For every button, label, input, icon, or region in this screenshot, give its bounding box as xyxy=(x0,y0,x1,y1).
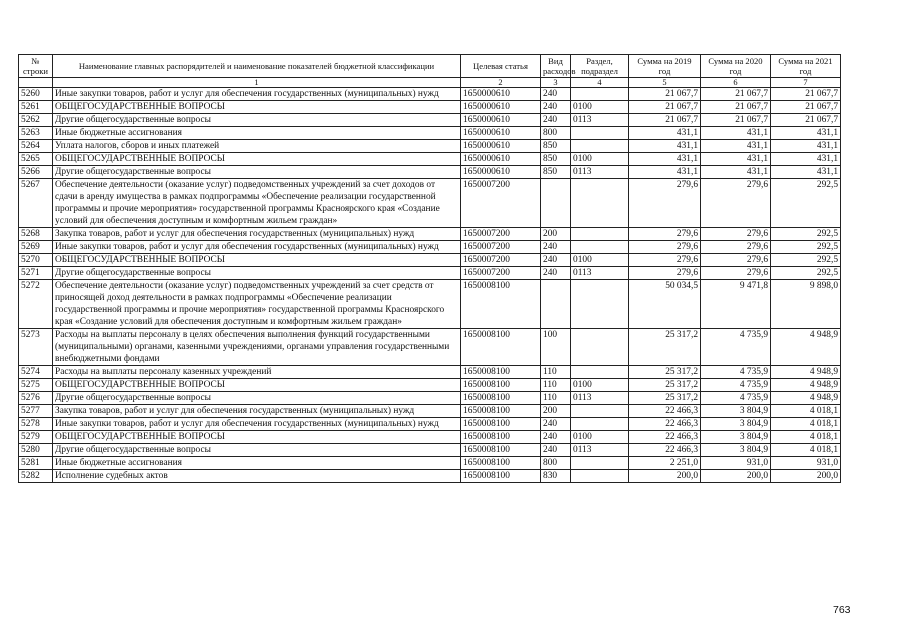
row-sum-2020: 4 735,9 xyxy=(701,379,771,392)
column-number: 6 xyxy=(701,78,771,88)
row-name: Другие общегосударственные вопросы xyxy=(53,114,461,127)
row-article: 1650007200 xyxy=(461,254,541,267)
row-sum-2020: 3 804,9 xyxy=(701,444,771,457)
table-row xyxy=(19,254,841,267)
row-name: ОБЩЕГОСУДАРСТВЕННЫЕ ВОПРОСЫ xyxy=(53,431,461,444)
row-sum-2020: 200,0 xyxy=(701,470,771,483)
table-row xyxy=(19,166,841,179)
row-sum-2019: 200,0 xyxy=(629,470,701,483)
row-razdel: 0100 xyxy=(571,153,629,166)
row-name: Другие общегосударственные вопросы xyxy=(53,392,461,405)
row-vid: 240 xyxy=(541,241,571,254)
row-name: ОБЩЕГОСУДАРСТВЕННЫЕ ВОПРОСЫ xyxy=(53,254,461,267)
table-row xyxy=(19,444,841,457)
table-row xyxy=(19,88,841,101)
row-sum-2021: 431,1 xyxy=(771,140,841,153)
row-sum-2019: 279,6 xyxy=(629,254,701,267)
table-row xyxy=(19,228,841,241)
row-article: 1650007200 xyxy=(461,267,541,280)
row-sum-2021: 292,5 xyxy=(771,254,841,267)
row-sum-2021: 4 948,9 xyxy=(771,366,841,379)
row-sum-2021: 292,5 xyxy=(771,267,841,280)
row-sum-2021: 200,0 xyxy=(771,470,841,483)
row-razdel xyxy=(571,366,629,379)
row-vid: 200 xyxy=(541,405,571,418)
header-sum-2019: Сумма на 2019 год xyxy=(629,55,701,78)
row-number: 5269 xyxy=(19,241,53,254)
row-vid: 850 xyxy=(541,166,571,179)
table-row xyxy=(19,127,841,140)
row-razdel xyxy=(571,140,629,153)
row-sum-2021: 4 018,1 xyxy=(771,418,841,431)
row-sum-2021: 4 018,1 xyxy=(771,444,841,457)
row-sum-2019: 431,1 xyxy=(629,140,701,153)
header-article: Целевая статья xyxy=(461,55,541,78)
row-sum-2019: 22 466,3 xyxy=(629,444,701,457)
row-sum-2021: 21 067,7 xyxy=(771,114,841,127)
row-vid xyxy=(541,179,571,228)
row-number: 5279 xyxy=(19,431,53,444)
row-sum-2019: 279,6 xyxy=(629,241,701,254)
row-sum-2021: 4 948,9 xyxy=(771,379,841,392)
row-vid: 850 xyxy=(541,153,571,166)
row-article: 1650008100 xyxy=(461,392,541,405)
row-sum-2020: 3 804,9 xyxy=(701,431,771,444)
row-name: Обеспечение деятельности (оказание услуг) подведомственных учреждений за счет доходов от сдачи в аренду имущества в рамках подпрограммы «Обеспечение реализации государственной программы и прочие мероприятия» государственной программы Красноярского края «Создание условий для обеспечения доступным и комфортным жильем граждан» xyxy=(53,179,461,228)
row-article: 1650000610 xyxy=(461,114,541,127)
header-razdel: Раздел, подраздел xyxy=(571,55,629,78)
row-article: 1650008100 xyxy=(461,431,541,444)
row-sum-2021: 4 948,9 xyxy=(771,329,841,366)
row-number: 5277 xyxy=(19,405,53,418)
row-name: ОБЩЕГОСУДАРСТВЕННЫЕ ВОПРОСЫ xyxy=(53,101,461,114)
row-article: 1650000610 xyxy=(461,153,541,166)
row-sum-2021: 4 018,1 xyxy=(771,431,841,444)
row-sum-2021: 292,5 xyxy=(771,179,841,228)
row-vid: 240 xyxy=(541,101,571,114)
row-vid: 850 xyxy=(541,140,571,153)
row-sum-2021: 431,1 xyxy=(771,166,841,179)
row-number: 5274 xyxy=(19,366,53,379)
row-name: ОБЩЕГОСУДАРСТВЕННЫЕ ВОПРОСЫ xyxy=(53,153,461,166)
row-sum-2021: 292,5 xyxy=(771,241,841,254)
row-sum-2020: 431,1 xyxy=(701,153,771,166)
row-number: 5267 xyxy=(19,179,53,228)
table-row xyxy=(19,379,841,392)
row-article: 1650008100 xyxy=(461,329,541,366)
row-number: 5270 xyxy=(19,254,53,267)
row-sum-2020: 279,6 xyxy=(701,254,771,267)
row-article: 1650000610 xyxy=(461,140,541,153)
row-name: Исполнение судебных актов xyxy=(53,470,461,483)
row-sum-2019: 279,6 xyxy=(629,267,701,280)
row-number: 5271 xyxy=(19,267,53,280)
row-article: 1650000610 xyxy=(461,88,541,101)
row-razdel xyxy=(571,280,629,329)
column-number: 5 xyxy=(629,78,701,88)
row-razdel: 0100 xyxy=(571,431,629,444)
row-number: 5281 xyxy=(19,457,53,470)
row-sum-2019: 25 317,2 xyxy=(629,329,701,366)
row-sum-2019: 279,6 xyxy=(629,179,701,228)
row-vid: 830 xyxy=(541,470,571,483)
row-vid: 800 xyxy=(541,127,571,140)
row-sum-2020: 3 804,9 xyxy=(701,418,771,431)
table-row xyxy=(19,101,841,114)
row-name: Другие общегосударственные вопросы xyxy=(53,166,461,179)
row-name: Иные закупки товаров, работ и услуг для обеспечения государственных (муниципальных) нужд xyxy=(53,418,461,431)
row-razdel: 0100 xyxy=(571,254,629,267)
row-razdel xyxy=(571,228,629,241)
table-row xyxy=(19,153,841,166)
row-sum-2020: 279,6 xyxy=(701,228,771,241)
row-sum-2019: 279,6 xyxy=(629,228,701,241)
row-name: Закупка товаров, работ и услуг для обеспечения государственных (муниципальных) нужд xyxy=(53,405,461,418)
row-razdel: 0113 xyxy=(571,444,629,457)
row-number: 5262 xyxy=(19,114,53,127)
row-vid: 240 xyxy=(541,254,571,267)
row-razdel xyxy=(571,329,629,366)
row-razdel: 0113 xyxy=(571,166,629,179)
row-sum-2021: 4 018,1 xyxy=(771,405,841,418)
row-number: 5282 xyxy=(19,470,53,483)
row-sum-2019: 25 317,2 xyxy=(629,392,701,405)
column-number: 4 xyxy=(571,78,629,88)
row-name: Иные закупки товаров, работ и услуг для обеспечения государственных (муниципальных) нужд xyxy=(53,88,461,101)
row-vid: 240 xyxy=(541,418,571,431)
row-razdel xyxy=(571,88,629,101)
table-row xyxy=(19,179,841,228)
row-number: 5265 xyxy=(19,153,53,166)
row-sum-2020: 431,1 xyxy=(701,140,771,153)
row-sum-2020: 431,1 xyxy=(701,166,771,179)
row-sum-2020: 279,6 xyxy=(701,179,771,228)
table-row xyxy=(19,241,841,254)
header-sum-2020: Сумма на 2020 год xyxy=(701,55,771,78)
page-number: 763 xyxy=(833,604,851,616)
table-row xyxy=(19,457,841,470)
header-vid: Вид расходов xyxy=(541,55,571,78)
row-name: Иные бюджетные ассигнования xyxy=(53,127,461,140)
row-article: 1650000610 xyxy=(461,166,541,179)
row-name: Другие общегосударственные вопросы xyxy=(53,444,461,457)
row-sum-2020: 931,0 xyxy=(701,457,771,470)
row-sum-2019: 21 067,7 xyxy=(629,114,701,127)
row-number: 5275 xyxy=(19,379,53,392)
row-sum-2019: 50 034,5 xyxy=(629,280,701,329)
row-number: 5260 xyxy=(19,88,53,101)
row-sum-2021: 431,1 xyxy=(771,127,841,140)
row-vid: 110 xyxy=(541,392,571,405)
row-razdel xyxy=(571,457,629,470)
row-name: ОБЩЕГОСУДАРСТВЕННЫЕ ВОПРОСЫ xyxy=(53,379,461,392)
row-sum-2019: 25 317,2 xyxy=(629,379,701,392)
row-razdel xyxy=(571,470,629,483)
row-name: Расходы на выплаты персоналу в целях обеспечения выполнения функций государственными (муниципальными) органами, казенными учреждениями, органами управления государственными внебюджетными фондами xyxy=(53,329,461,366)
column-number: 7 xyxy=(771,78,841,88)
row-article: 1650008100 xyxy=(461,379,541,392)
row-article: 1650008100 xyxy=(461,366,541,379)
column-number-row xyxy=(19,78,841,88)
row-sum-2020: 431,1 xyxy=(701,127,771,140)
row-razdel: 0113 xyxy=(571,267,629,280)
row-razdel xyxy=(571,418,629,431)
row-article: 1650007200 xyxy=(461,228,541,241)
row-sum-2020: 21 067,7 xyxy=(701,114,771,127)
row-razdel: 0100 xyxy=(571,101,629,114)
row-sum-2021: 21 067,7 xyxy=(771,88,841,101)
row-vid: 110 xyxy=(541,379,571,392)
row-vid: 240 xyxy=(541,431,571,444)
row-sum-2020: 4 735,9 xyxy=(701,329,771,366)
row-number: 5278 xyxy=(19,418,53,431)
header-num: № строки xyxy=(19,55,53,78)
row-sum-2020: 3 804,9 xyxy=(701,405,771,418)
row-vid: 240 xyxy=(541,444,571,457)
row-sum-2019: 431,1 xyxy=(629,127,701,140)
row-vid: 800 xyxy=(541,457,571,470)
row-razdel: 0113 xyxy=(571,392,629,405)
row-number: 5264 xyxy=(19,140,53,153)
row-vid: 240 xyxy=(541,114,571,127)
row-sum-2019: 431,1 xyxy=(629,153,701,166)
row-number: 5268 xyxy=(19,228,53,241)
row-sum-2020: 21 067,7 xyxy=(701,101,771,114)
row-razdel xyxy=(571,241,629,254)
row-sum-2019: 22 466,3 xyxy=(629,431,701,444)
table-row xyxy=(19,329,841,366)
row-article: 1650007200 xyxy=(461,179,541,228)
row-vid: 240 xyxy=(541,267,571,280)
row-article: 1650008100 xyxy=(461,418,541,431)
table-row xyxy=(19,114,841,127)
row-sum-2019: 22 466,3 xyxy=(629,405,701,418)
row-article: 1650007200 xyxy=(461,241,541,254)
row-number: 5272 xyxy=(19,280,53,329)
header-name: Наименование главных распорядителей и наименование показателей бюджетной классификации xyxy=(53,55,461,78)
table-row xyxy=(19,140,841,153)
table-row xyxy=(19,267,841,280)
row-number: 5280 xyxy=(19,444,53,457)
row-sum-2021: 21 067,7 xyxy=(771,101,841,114)
row-sum-2019: 2 251,0 xyxy=(629,457,701,470)
row-name: Иные закупки товаров, работ и услуг для обеспечения государственных (муниципальных) нужд xyxy=(53,241,461,254)
header-sum-2021: Сумма на 2021 год xyxy=(771,55,841,78)
row-article: 1650008100 xyxy=(461,470,541,483)
header-row xyxy=(19,55,841,78)
row-name: Обеспечение деятельности (оказание услуг) подведомственных учреждений за счет средств от приносящей доход деятельности в рамках подпрограммы «Обеспечение реализации государственной программы и прочие мероприятия» государственной программы Красноярского края «Создание условий для обеспечения доступным и комфортным жильем граждан» xyxy=(53,280,461,329)
row-number: 5276 xyxy=(19,392,53,405)
row-vid: 100 xyxy=(541,329,571,366)
row-article: 1650008100 xyxy=(461,405,541,418)
row-name: Иные бюджетные ассигнования xyxy=(53,457,461,470)
table-row xyxy=(19,280,841,329)
row-number: 5261 xyxy=(19,101,53,114)
row-sum-2019: 21 067,7 xyxy=(629,101,701,114)
row-sum-2021: 4 948,9 xyxy=(771,392,841,405)
table-row xyxy=(19,418,841,431)
row-article: 1650008100 xyxy=(461,457,541,470)
row-razdel: 0100 xyxy=(571,379,629,392)
row-vid xyxy=(541,280,571,329)
row-name: Расходы на выплаты персоналу казенных учреждений xyxy=(53,366,461,379)
row-number: 5266 xyxy=(19,166,53,179)
column-number: 2 xyxy=(461,78,541,88)
row-sum-2019: 431,1 xyxy=(629,166,701,179)
table-row xyxy=(19,470,841,483)
row-vid: 240 xyxy=(541,88,571,101)
row-vid: 110 xyxy=(541,366,571,379)
row-name: Уплата налогов, сборов и иных платежей xyxy=(53,140,461,153)
table-body xyxy=(19,88,841,483)
row-sum-2021: 292,5 xyxy=(771,228,841,241)
row-razdel xyxy=(571,127,629,140)
row-name: Закупка товаров, работ и услуг для обеспечения государственных (муниципальных) нужд xyxy=(53,228,461,241)
row-article: 1650000610 xyxy=(461,101,541,114)
row-article: 1650008100 xyxy=(461,280,541,329)
row-razdel xyxy=(571,405,629,418)
row-number: 5273 xyxy=(19,329,53,366)
column-number xyxy=(19,78,53,88)
column-number: 1 xyxy=(53,78,461,88)
row-sum-2020: 9 471,8 xyxy=(701,280,771,329)
column-number: 3 xyxy=(541,78,571,88)
table-row xyxy=(19,392,841,405)
row-sum-2020: 21 067,7 xyxy=(701,88,771,101)
row-sum-2020: 279,6 xyxy=(701,267,771,280)
table-row xyxy=(19,366,841,379)
row-sum-2020: 4 735,9 xyxy=(701,366,771,379)
row-article: 1650008100 xyxy=(461,444,541,457)
budget-table xyxy=(18,54,841,483)
row-sum-2021: 931,0 xyxy=(771,457,841,470)
row-sum-2020: 279,6 xyxy=(701,241,771,254)
row-article: 1650000610 xyxy=(461,127,541,140)
row-sum-2020: 4 735,9 xyxy=(701,392,771,405)
row-sum-2019: 21 067,7 xyxy=(629,88,701,101)
row-sum-2021: 9 898,0 xyxy=(771,280,841,329)
row-sum-2019: 22 466,3 xyxy=(629,418,701,431)
row-sum-2021: 431,1 xyxy=(771,153,841,166)
row-name: Другие общегосударственные вопросы xyxy=(53,267,461,280)
row-sum-2019: 25 317,2 xyxy=(629,366,701,379)
row-razdel xyxy=(571,179,629,228)
row-vid: 200 xyxy=(541,228,571,241)
row-razdel: 0113 xyxy=(571,114,629,127)
row-number: 5263 xyxy=(19,127,53,140)
table-row xyxy=(19,405,841,418)
table-row xyxy=(19,431,841,444)
